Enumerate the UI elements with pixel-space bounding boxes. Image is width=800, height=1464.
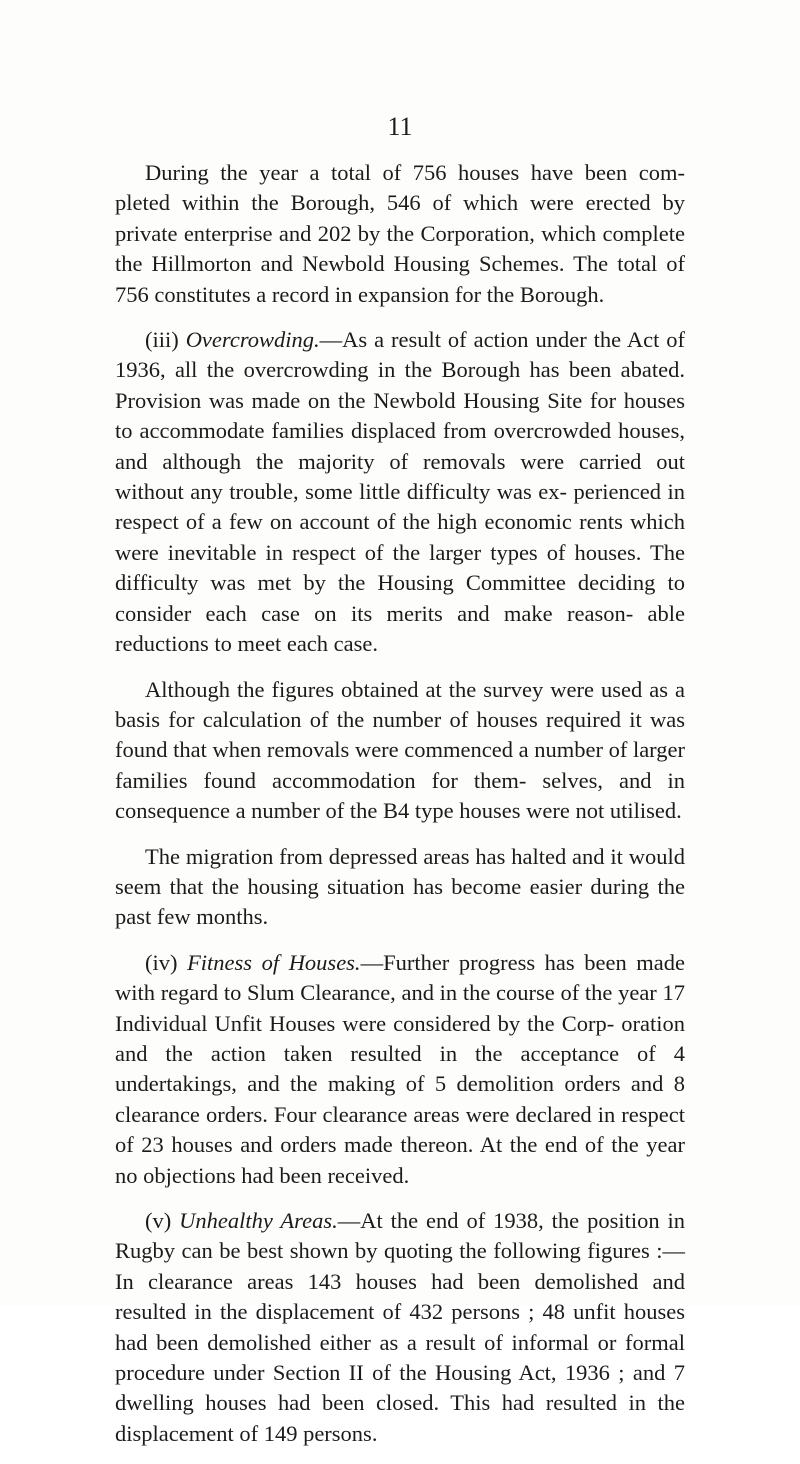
heading-overcrowding: Overcrowding. [185, 327, 320, 353]
paragraph-survey-figures: Although the figures obtained at the survey were used as a basis for calculation of the number of houses required it was found that when removals were commenced a number of larger families found accommodation for them- selves, and in consequence a number of the B4 type houses were not utilised. [115, 676, 685, 824]
paragraph-unhealthy-areas: (v) Unhealthy Areas.—At the end of 1938, the position in Rugby can be best shown by quoting the following figures :—In clearance areas 143 houses had been demolished and resulted in the displacement of 432 persons ; 48 unfit houses had been demolished either as a result of informal or formal procedure under Section II of the Housing Act, 1936 ; and 7 dwelling houses had been closed. This had resulted in the displacement of 149 persons. [115, 1208, 685, 1446]
paragraph-housing-completions: During the year a total of 756 houses have been com- pleted within the Borough, 546 of which were erected by private enterprise and 202 by the Corporation, which complete the Hillmorton and Newbold Housing Schemes. The total of 756 constitutes a record in expansion for the Borough. [115, 160, 685, 307]
heading-fitness-of-houses: Fitness of Houses. [187, 949, 361, 975]
page-number: 11 [387, 112, 413, 141]
paragraph-overcrowding: (iii) Overcrowding.—As a result of action under the Act of 1936, all the overcrowding in the Borough has been abated. Provision was made on the Newbold Housing Site for houses to accommodate families displaced from overcrowded houses, and although the majority of removals were carried out without any trouble, some little difficulty was ex- perienced in respect of a few on account of the high economic rents which were inevitable in respect of the larger types of houses. The difficulty was met by the Housing Committee deciding to consider each case on its merits and make reason- able reductions to meet each case. [115, 327, 685, 657]
paragraph-migration: The migration from depressed areas has halted and it would seem that the housing situation has become easier during the past few months. [115, 843, 685, 930]
heading-unhealthy-areas: Unhealthy Areas. [179, 1208, 338, 1233]
document-body [115, 158, 685, 1464]
paragraph-fitness-of-houses: (iv) Fitness of Houses.—Further progress has been made with regard to Slum Clearance, and in the course of the year 17 Individual Unfit Houses were considered by the Corp- oration and the action taken resulted in the acceptance of 4 undertakings, and the making of 5 demolition orders and 8 clearance orders. Four clearance areas were declared in respect of 23 houses and orders made thereon. At the end of the year no objections had been received. [115, 949, 685, 1188]
